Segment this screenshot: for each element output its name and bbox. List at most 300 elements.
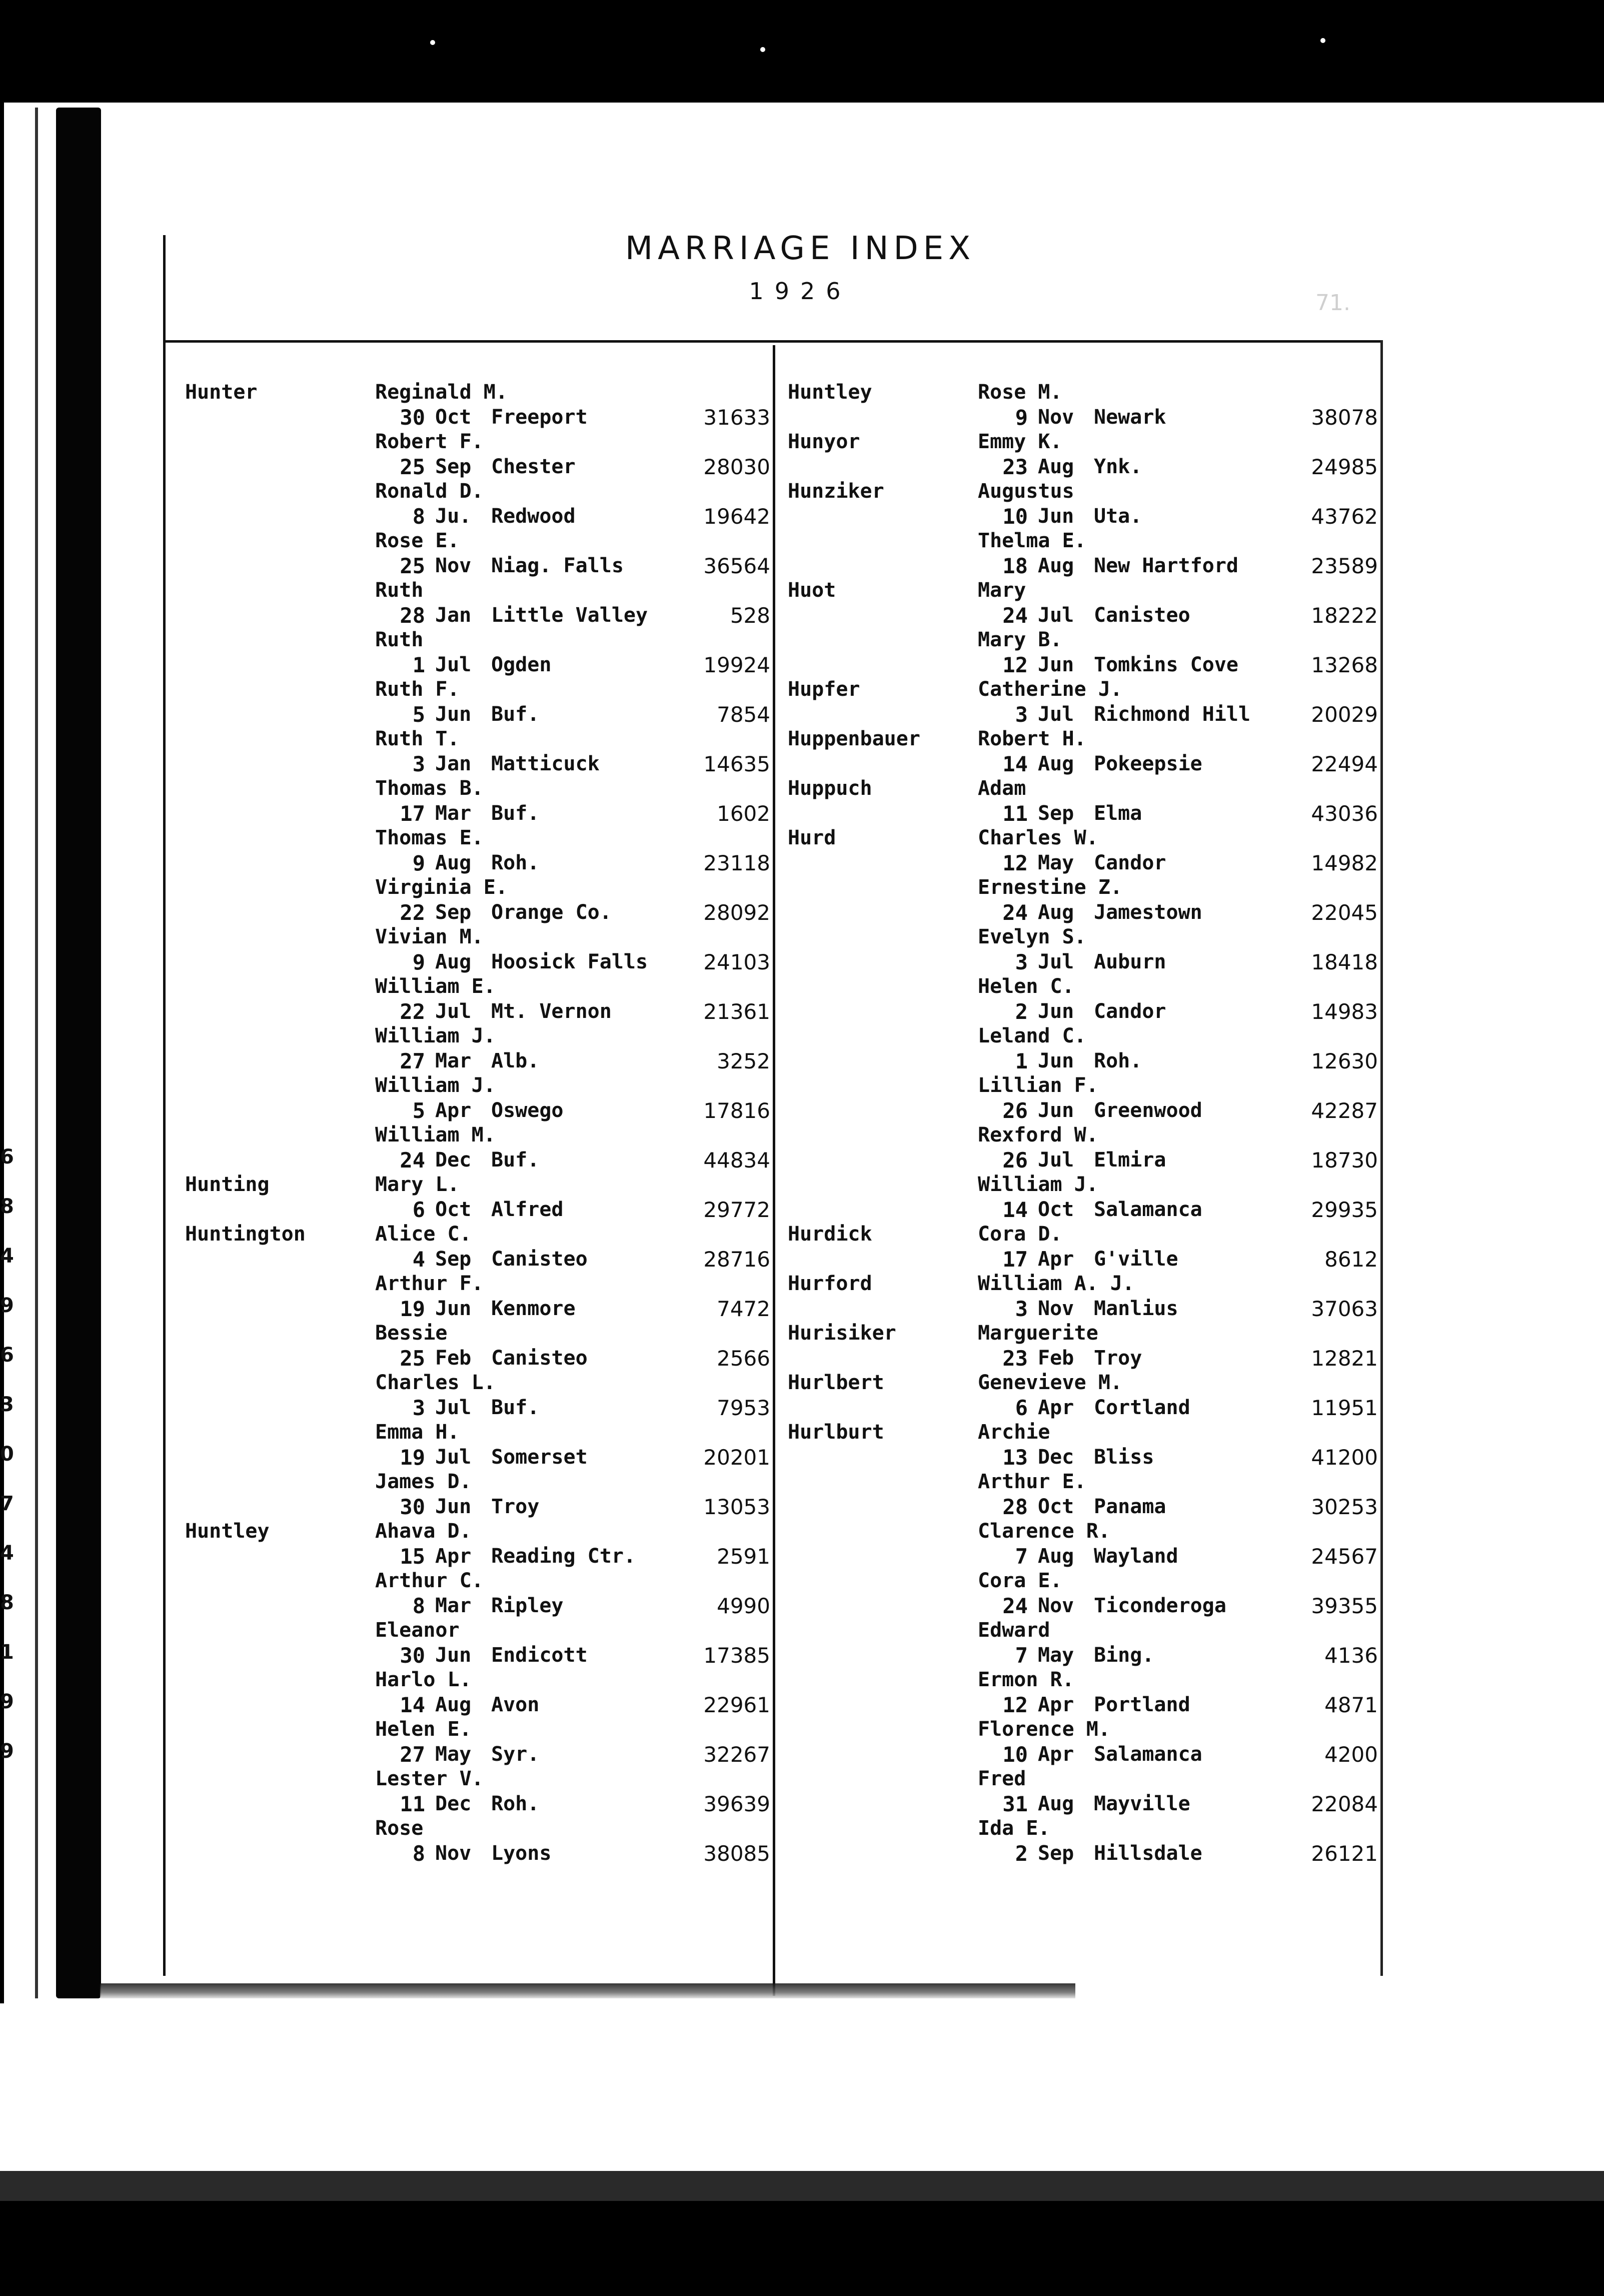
given-name: Florence M. — [978, 1718, 1110, 1741]
entry-detail-row — [788, 702, 1378, 727]
index-entry — [185, 1519, 770, 1569]
entry-name-row — [185, 1123, 770, 1148]
marriage-month: Feb — [435, 1346, 472, 1370]
index-entry — [185, 925, 770, 974]
index-entry — [788, 1470, 1378, 1519]
marriage-day: 27 — [400, 1742, 425, 1767]
entry-name-row — [185, 1717, 770, 1742]
marriage-place: Salamanca — [1094, 1742, 1202, 1766]
index-entry — [185, 380, 770, 430]
marriage-month: Sep — [1038, 1841, 1074, 1865]
table-right-rule — [1380, 340, 1383, 1976]
given-name: William J. — [978, 1173, 1098, 1196]
given-name: Leland C. — [978, 1024, 1086, 1047]
certificate-number: 38085 — [703, 1841, 770, 1866]
certificate-number: 29935 — [1311, 1197, 1378, 1222]
marriage-month: Apr — [435, 1544, 472, 1568]
certificate-number: 38078 — [1311, 405, 1378, 430]
marriage-month: Aug — [1038, 752, 1074, 775]
given-name: Robert H. — [978, 727, 1086, 750]
entry-name-row — [788, 974, 1378, 999]
marriage-place: Pokeepsie — [1094, 752, 1202, 775]
entry-name-row — [185, 925, 770, 950]
index-entry — [185, 1321, 770, 1371]
page-title: MARRIAGE INDEX — [625, 230, 976, 267]
certificate-number: 13268 — [1311, 652, 1378, 677]
index-entry — [788, 1618, 1378, 1668]
entry-detail-row — [185, 1495, 770, 1520]
index-entry — [788, 1123, 1378, 1173]
marriage-month: Aug — [435, 1693, 472, 1716]
marriage-day: 5 — [412, 702, 425, 727]
certificate-number: 7472 — [717, 1296, 770, 1321]
marriage-place: G'ville — [1094, 1247, 1178, 1271]
entry-name-row — [185, 1618, 770, 1643]
marriage-day: 17 — [1002, 1247, 1028, 1272]
given-name: Archie — [978, 1421, 1050, 1444]
certificate-number: 20201 — [703, 1445, 770, 1470]
margin-digit: 8 — [0, 1591, 14, 1614]
certificate-number: 7854 — [717, 702, 770, 727]
marriage-month: Apr — [435, 1098, 472, 1122]
marriage-place: Canisteo — [491, 1247, 588, 1271]
marriage-month: Mar — [435, 801, 472, 825]
surname: Huntington — [185, 1223, 306, 1246]
marriage-place: Ripley — [491, 1594, 564, 1617]
index-entry — [788, 479, 1378, 529]
marriage-place: Candor — [1094, 999, 1166, 1023]
entry-name-row — [185, 1371, 770, 1396]
marriage-place: Redwood — [491, 504, 576, 528]
entry-name-row — [185, 1073, 770, 1098]
marriage-month: Nov — [1038, 1297, 1074, 1320]
index-entry — [788, 1717, 1378, 1767]
scan-gray-strip — [0, 2171, 1604, 2201]
marriage-month: Jul — [435, 653, 472, 676]
certificate-number: 14635 — [703, 751, 770, 776]
surname: Huntley — [185, 1520, 270, 1543]
certificate-number: 18418 — [1311, 949, 1378, 974]
entry-name-row — [788, 776, 1378, 801]
index-entry — [185, 677, 770, 727]
index-entry — [185, 578, 770, 628]
entry-name-row — [788, 1073, 1378, 1098]
marriage-place: Manlius — [1094, 1297, 1178, 1320]
marriage-day: 2 — [1015, 999, 1028, 1024]
index-entry — [185, 628, 770, 677]
entry-detail-row — [788, 1792, 1378, 1817]
given-name: Bessie — [375, 1322, 448, 1345]
index-entry — [185, 1024, 770, 1073]
index-entry — [788, 628, 1378, 677]
certificate-number: 31633 — [703, 405, 770, 430]
marriage-day: 23 — [1002, 1346, 1028, 1371]
entry-name-row — [185, 380, 770, 405]
marriage-day: 7 — [1015, 1643, 1028, 1668]
marriage-month: Jul — [435, 1445, 472, 1469]
marriage-day: 24 — [400, 1147, 425, 1173]
entry-detail-row — [185, 1445, 770, 1470]
index-entry — [788, 529, 1378, 578]
entry-detail-row — [185, 1693, 770, 1718]
marriage-month: Jun — [435, 702, 472, 726]
certificate-number: 43762 — [1311, 504, 1378, 529]
certificate-number: 39355 — [1311, 1593, 1378, 1618]
marriage-month: Aug — [435, 950, 472, 973]
certificate-number: 4871 — [1324, 1692, 1378, 1717]
given-name: Ruth F. — [375, 678, 460, 701]
given-name: Augustus — [978, 480, 1074, 503]
marriage-place: Tomkins Cove — [1094, 653, 1238, 676]
marriage-place: Auburn — [1094, 950, 1166, 973]
film-border-top — [0, 0, 1604, 103]
marriage-month: Mar — [435, 1049, 472, 1072]
entry-detail-row — [185, 1396, 770, 1421]
entry-name-row — [185, 1222, 770, 1247]
entry-name-row — [788, 1618, 1378, 1643]
index-entry — [788, 974, 1378, 1024]
given-name: William J. — [375, 1074, 496, 1097]
entry-detail-row — [185, 1247, 770, 1272]
entry-name-row — [788, 1173, 1378, 1198]
marriage-month: Apr — [1038, 1693, 1074, 1716]
given-name: Thomas B. — [375, 777, 484, 800]
index-entry — [788, 875, 1378, 925]
entry-name-row — [788, 1222, 1378, 1247]
marriage-month: May — [1038, 851, 1074, 874]
given-name: Mary L. — [375, 1173, 460, 1196]
marriage-day: 24 — [1002, 900, 1028, 925]
entry-name-row — [185, 1420, 770, 1445]
marriage-month: Dec — [435, 1148, 472, 1172]
certificate-number: 14983 — [1311, 999, 1378, 1024]
marriage-place: Uta. — [1094, 504, 1142, 528]
certificate-number: 28092 — [703, 900, 770, 925]
index-entry — [185, 974, 770, 1024]
given-name: Adam — [978, 777, 1026, 800]
entry-detail-row — [788, 455, 1378, 480]
entry-detail-row — [788, 999, 1378, 1024]
marriage-month: Jun — [435, 1643, 472, 1667]
certificate-number: 43036 — [1311, 801, 1378, 826]
marriage-day: 1 — [1015, 1048, 1028, 1073]
marriage-day: 24 — [1002, 603, 1028, 628]
entry-name-row — [185, 578, 770, 603]
entry-detail-row — [185, 554, 770, 579]
marriage-month: Apr — [1038, 1742, 1074, 1766]
surname: Hurisiker — [788, 1322, 896, 1345]
entry-detail-row — [185, 1297, 770, 1322]
index-entry — [185, 1767, 770, 1816]
marriage-place: Little Valley — [491, 603, 648, 627]
marriage-day: 30 — [400, 405, 425, 430]
marriage-place: Bliss — [1094, 1445, 1154, 1469]
marriage-month: Jun — [1038, 999, 1074, 1023]
entry-detail-row — [185, 801, 770, 826]
marriage-month: Jan — [435, 752, 472, 775]
marriage-day: 28 — [1002, 1494, 1028, 1519]
entry-name-row — [788, 1420, 1378, 1445]
index-entry — [185, 1123, 770, 1173]
marriage-place: Syr. — [491, 1742, 540, 1766]
marriage-day: 3 — [1015, 949, 1028, 974]
given-name: Robert F. — [375, 430, 484, 453]
given-name: Helen E. — [375, 1718, 472, 1741]
entry-detail-row — [185, 1098, 770, 1123]
marriage-month: Jun — [435, 1495, 472, 1518]
certificate-number: 20029 — [1311, 702, 1378, 727]
marriage-month: Jun — [435, 1297, 472, 1320]
page-year: 1926 — [749, 278, 852, 305]
certificate-number: 23589 — [1311, 553, 1378, 578]
marriage-month: Oct — [1038, 1495, 1074, 1518]
marriage-day: 12 — [1002, 652, 1028, 677]
certificate-number: 2591 — [717, 1544, 770, 1569]
entry-detail-row — [788, 603, 1378, 628]
entry-name-row — [185, 1470, 770, 1495]
index-entry — [788, 677, 1378, 727]
marriage-day: 12 — [1002, 1692, 1028, 1717]
certificate-number: 30253 — [1311, 1494, 1378, 1519]
index-entry — [788, 1272, 1378, 1321]
given-name: Arthur C. — [375, 1569, 484, 1592]
entry-detail-row — [788, 1247, 1378, 1272]
entry-detail-row — [788, 900, 1378, 925]
certificate-number: 22494 — [1311, 751, 1378, 776]
entry-detail-row — [185, 1049, 770, 1074]
marriage-place: Roh. — [491, 851, 540, 874]
entry-name-row — [788, 1519, 1378, 1544]
marriage-place: New Hartford — [1094, 554, 1238, 577]
given-name: Thelma E. — [978, 529, 1086, 552]
marriage-day: 27 — [400, 1048, 425, 1073]
marriage-day: 22 — [400, 999, 425, 1024]
marriage-day: 17 — [400, 801, 425, 826]
given-name: Ermon R. — [978, 1668, 1074, 1691]
entry-name-row — [185, 677, 770, 702]
index-entry — [788, 826, 1378, 875]
given-name: Ahava D. — [375, 1520, 472, 1543]
marriage-day: 28 — [400, 603, 425, 628]
given-name: Cora E. — [978, 1569, 1062, 1592]
marriage-place: Ticonderoga — [1094, 1594, 1226, 1617]
marriage-month: Jan — [435, 603, 472, 627]
marriage-day: 19 — [400, 1445, 425, 1470]
entry-detail-row — [788, 1445, 1378, 1470]
marriage-place: Ynk. — [1094, 455, 1142, 478]
index-entry — [185, 479, 770, 529]
entry-detail-row — [788, 504, 1378, 529]
index-entry — [185, 1420, 770, 1470]
entry-name-row — [185, 1519, 770, 1544]
margin-digit: 9 — [0, 1740, 14, 1763]
entry-name-row — [788, 1569, 1378, 1594]
entry-name-row — [788, 677, 1378, 702]
marriage-place: Ogden — [491, 653, 552, 676]
marriage-place: Hillsdale — [1094, 1841, 1202, 1865]
marriage-place: Freeport — [491, 405, 588, 429]
index-entry — [185, 1272, 770, 1321]
marriage-month: Jul — [435, 1396, 472, 1419]
entry-name-row — [788, 1123, 1378, 1148]
surname: Hunter — [185, 381, 258, 404]
certificate-number: 4136 — [1324, 1643, 1378, 1668]
marriage-place: Reading Ctr. — [491, 1544, 636, 1568]
marriage-day: 14 — [1002, 1197, 1028, 1222]
marriage-day: 9 — [412, 949, 425, 974]
entry-detail-row — [185, 1742, 770, 1767]
surname: Huntley — [788, 381, 872, 404]
marriage-day: 24 — [1002, 1593, 1028, 1618]
margin-digit: 9 — [0, 1294, 14, 1317]
marriage-place: Avon — [491, 1693, 540, 1716]
given-name: William M. — [375, 1123, 496, 1146]
given-name: Marguerite — [978, 1322, 1098, 1345]
entry-detail-row — [788, 1495, 1378, 1520]
certificate-number: 17816 — [703, 1098, 770, 1123]
given-name: Emma H. — [375, 1421, 460, 1444]
entry-detail-row — [185, 752, 770, 777]
marriage-month: Apr — [1038, 1247, 1074, 1271]
given-name: Edward — [978, 1619, 1050, 1642]
marriage-day: 4 — [412, 1247, 425, 1272]
marriage-day: 6 — [412, 1197, 425, 1222]
entry-detail-row — [185, 1643, 770, 1668]
entry-name-row — [788, 1272, 1378, 1297]
entry-name-row — [185, 1569, 770, 1594]
certificate-number: 18730 — [1311, 1147, 1378, 1173]
given-name: James D. — [375, 1470, 472, 1493]
certificate-number: 36564 — [703, 553, 770, 578]
marriage-day: 10 — [1002, 504, 1028, 529]
index-entry — [185, 1470, 770, 1519]
given-name: Alice C. — [375, 1223, 472, 1246]
certificate-number: 22045 — [1311, 900, 1378, 925]
margin-digit: 8 — [0, 1195, 14, 1218]
marriage-month: Aug — [1038, 554, 1074, 577]
marriage-place: Cortland — [1094, 1396, 1190, 1419]
marriage-month: Oct — [1038, 1198, 1074, 1221]
entry-detail-row — [185, 1841, 770, 1866]
entry-detail-row — [788, 752, 1378, 777]
marriage-place: Portland — [1094, 1693, 1190, 1716]
margin-digit: 7 — [0, 1492, 14, 1515]
entry-name-row — [788, 479, 1378, 504]
entry-detail-row — [788, 1544, 1378, 1569]
marriage-day: 13 — [1002, 1445, 1028, 1470]
given-name: Clarence R. — [978, 1520, 1110, 1543]
marriage-month: Jul — [435, 999, 472, 1023]
entry-name-row — [788, 380, 1378, 405]
certificate-number: 528 — [730, 603, 770, 628]
film-border-bottom — [0, 2201, 1604, 2296]
marriage-day: 3 — [1015, 702, 1028, 727]
entry-detail-row — [185, 405, 770, 430]
index-entry — [185, 1668, 770, 1717]
entry-detail-row — [185, 1346, 770, 1371]
entry-detail-row — [185, 702, 770, 727]
entry-detail-row — [185, 1148, 770, 1173]
entry-detail-row — [185, 1544, 770, 1569]
marriage-place: Candor — [1094, 851, 1166, 874]
marriage-month: Sep — [1038, 801, 1074, 825]
entry-name-row — [788, 628, 1378, 653]
given-name: Emmy K. — [978, 430, 1062, 453]
marriage-month: Mar — [435, 1594, 472, 1617]
marriage-day: 14 — [1002, 751, 1028, 776]
entry-name-row — [788, 1321, 1378, 1346]
page-frame-left — [163, 235, 166, 1976]
marriage-place: Greenwood — [1094, 1098, 1202, 1122]
entry-detail-row — [788, 950, 1378, 975]
surname: Hurdick — [788, 1223, 872, 1246]
surname: Hurlbert — [788, 1371, 884, 1394]
book-binding — [56, 108, 101, 1998]
marriage-month: Jun — [1038, 1098, 1074, 1122]
index-entry — [788, 727, 1378, 776]
entry-detail-row — [788, 1693, 1378, 1718]
entry-detail-row — [788, 1297, 1378, 1322]
given-name: Mary B. — [978, 628, 1062, 651]
marriage-day: 9 — [412, 850, 425, 875]
given-name: Rose M. — [978, 381, 1062, 404]
marriage-place: Somerset — [491, 1445, 588, 1469]
index-entry — [788, 1073, 1378, 1123]
given-name: Ronald D. — [375, 480, 484, 503]
marriage-month: Sep — [435, 455, 472, 478]
certificate-number: 19642 — [703, 504, 770, 529]
marriage-month: Sep — [435, 1247, 472, 1271]
given-name: Ida E. — [978, 1817, 1050, 1840]
marriage-place: Lyons — [491, 1841, 552, 1865]
marriage-month: May — [1038, 1643, 1074, 1667]
certificate-number: 24103 — [703, 949, 770, 974]
given-name: Rexford W. — [978, 1123, 1098, 1146]
margin-digit: 0 — [0, 1443, 14, 1466]
index-entry — [788, 1371, 1378, 1420]
entry-detail-row — [185, 999, 770, 1024]
marriage-place: Kenmore — [491, 1297, 576, 1320]
surname: Hunziker — [788, 480, 884, 503]
marriage-day: 3 — [412, 751, 425, 776]
entry-name-row — [185, 1173, 770, 1198]
marriage-day: 15 — [400, 1544, 425, 1569]
margin-digit: 3 — [0, 1393, 14, 1416]
entry-detail-row — [788, 1396, 1378, 1421]
entry-name-row — [185, 479, 770, 504]
marriage-day: 31 — [1002, 1791, 1028, 1816]
index-entry — [185, 430, 770, 479]
certificate-number: 4200 — [1324, 1742, 1378, 1767]
marriage-month: Jul — [1038, 603, 1074, 627]
marriage-month: Aug — [1038, 455, 1074, 478]
certificate-number: 12821 — [1311, 1346, 1378, 1371]
marriage-place: Roh. — [1094, 1049, 1142, 1072]
marriage-month: Oct — [435, 1198, 472, 1221]
entry-detail-row — [788, 1742, 1378, 1767]
certificate-number: 24985 — [1311, 454, 1378, 479]
entry-name-row — [185, 875, 770, 900]
marriage-place: Matticuck — [491, 752, 600, 775]
certificate-number: 17385 — [703, 1643, 770, 1668]
marriage-place: Alb. — [491, 1049, 540, 1072]
certificate-number: 14982 — [1311, 850, 1378, 875]
previous-page-margin-digits — [0, 1145, 15, 1789]
entry-name-row — [185, 974, 770, 999]
index-entry — [185, 1816, 770, 1866]
marriage-place: Wayland — [1094, 1544, 1178, 1568]
certificate-number: 44834 — [703, 1147, 770, 1173]
